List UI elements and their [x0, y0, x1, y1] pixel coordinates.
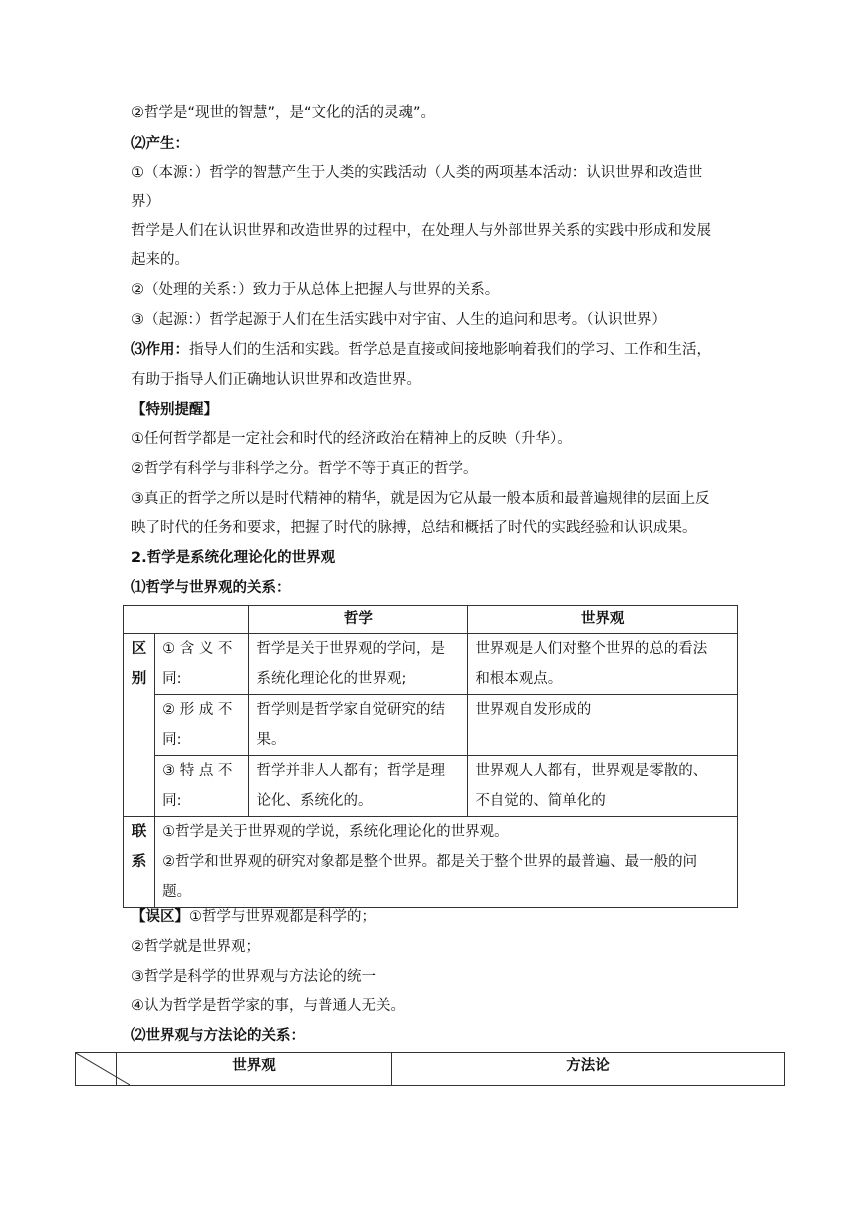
row-category: ① 含 义 不 同:	[155, 634, 249, 695]
table-row	[124, 756, 738, 817]
header-methodology: 方法论	[392, 1053, 785, 1086]
text-line: 起来的。	[131, 252, 189, 268]
text-line	[131, 902, 741, 932]
diagonal-line-icon	[76, 1053, 130, 1085]
philosophy-cell: 哲学则是哲学家自觉研究的结 果。	[249, 695, 468, 756]
table-row	[124, 695, 738, 756]
table-row	[124, 634, 738, 695]
worldview-methodology-table	[75, 1052, 785, 1086]
section-heading: ⑴哲学与世界观的关系：	[131, 580, 291, 596]
worldview-cell: 世界观人人都有，世界观是零散的、 不自觉的、简单化的	[468, 756, 738, 817]
text-line: 哲学是人们在认识世界和改造世界的过程中，在处理人与外部世界关系的实践中形成和发展	[131, 223, 711, 239]
diagonal-corner-cell	[76, 1053, 117, 1086]
text-line: 映了时代的任务和要求，把握了时代的脉搏，总结和概括了时代的实践经验和认识成果。	[131, 520, 697, 536]
header-worldview: 世界观	[117, 1053, 392, 1086]
text-line: ③哲学是科学的世界观与方法论的统一	[131, 969, 376, 985]
philosophy-cell: 哲学是关于世界观的学问，是 系统化理论化的世界观;	[249, 634, 468, 695]
text-line: ②哲学有科学与非科学之分。哲学不等于真正的哲学。	[131, 461, 478, 477]
text-line: 有助于指导人们正确地认识世界和改造世界。	[131, 372, 421, 388]
text-line: ①任何哲学都是一定社会和时代的经济政治在精神上的反映（升华）。	[131, 431, 572, 447]
text-line	[131, 335, 741, 365]
text-line: ③真正的哲学之所以是时代精神的精华，就是因为它从最一般本质和最普遍规律的层面上反	[131, 491, 710, 507]
philosophy-worldview-table	[123, 605, 738, 908]
text-line: ②（处理的关系：）致力于从总体上把握人与世界的关系。	[131, 282, 500, 298]
row-category: ③ 特 点 不 同:	[155, 756, 249, 817]
text-line: ④认为哲学是哲学家的事，与普通人无关。	[131, 998, 405, 1014]
misconception-label: 【误区】	[131, 909, 189, 925]
section-heading: ⑵世界观与方法论的关系：	[131, 1028, 305, 1044]
philosophy-cell: 哲学并非人人都有；哲学是理 论化、系统化的。	[249, 756, 468, 817]
table-row	[124, 817, 738, 908]
worldview-cell: 世界观自发形成的	[468, 695, 738, 756]
header-philosophy: 哲学	[249, 606, 468, 634]
text-line: ②哲学就是世界观；	[131, 939, 260, 955]
side-label-difference: 区 别	[124, 634, 155, 817]
section-heading: ⑵产生：	[131, 136, 189, 152]
table-header-row	[76, 1053, 785, 1086]
connection-cell: ①哲学是关于世界观的学说，系统化理论化的世界观。 ②哲学和世界观的研究对象都是整个世界。都是关于整个世界的最普遍、最一般的问 题。	[155, 817, 738, 908]
worldview-cell: 世界观是人们对整个世界的总的看法 和根本观点。	[468, 634, 738, 695]
section-heading: ⑶作用：	[131, 342, 189, 358]
text-line: ③（起源：）哲学起源于人们在生活实践中对宇宙、人生的追问和思考。（认识世界）	[131, 312, 666, 328]
table-corner-cell	[124, 606, 249, 634]
text-line: 界）	[131, 194, 160, 210]
table-header-row	[124, 606, 738, 634]
section-heading: 【特别提醒】	[131, 402, 218, 418]
section-heading: 2.哲学是系统化理论化的世界观	[131, 550, 336, 566]
row-category: ② 形 成 不 同:	[155, 695, 249, 756]
header-worldview: 世界观	[468, 606, 738, 634]
text-line: ②哲学是“现世的智慧”，是“文化的活的灵魂”。	[131, 105, 436, 121]
text-line: ①（本源：）哲学的智慧产生于人类的实践活动（人类的两项基本活动：认识世界和改造世	[131, 165, 703, 181]
text-span: ①哲学与世界观都是科学的；	[189, 909, 376, 925]
text-span: 指导人们的生活和实践。哲学总是直接或间接地影响着我们的学习、工作和生活，	[189, 342, 711, 358]
side-label-connection: 联 系	[124, 817, 155, 908]
